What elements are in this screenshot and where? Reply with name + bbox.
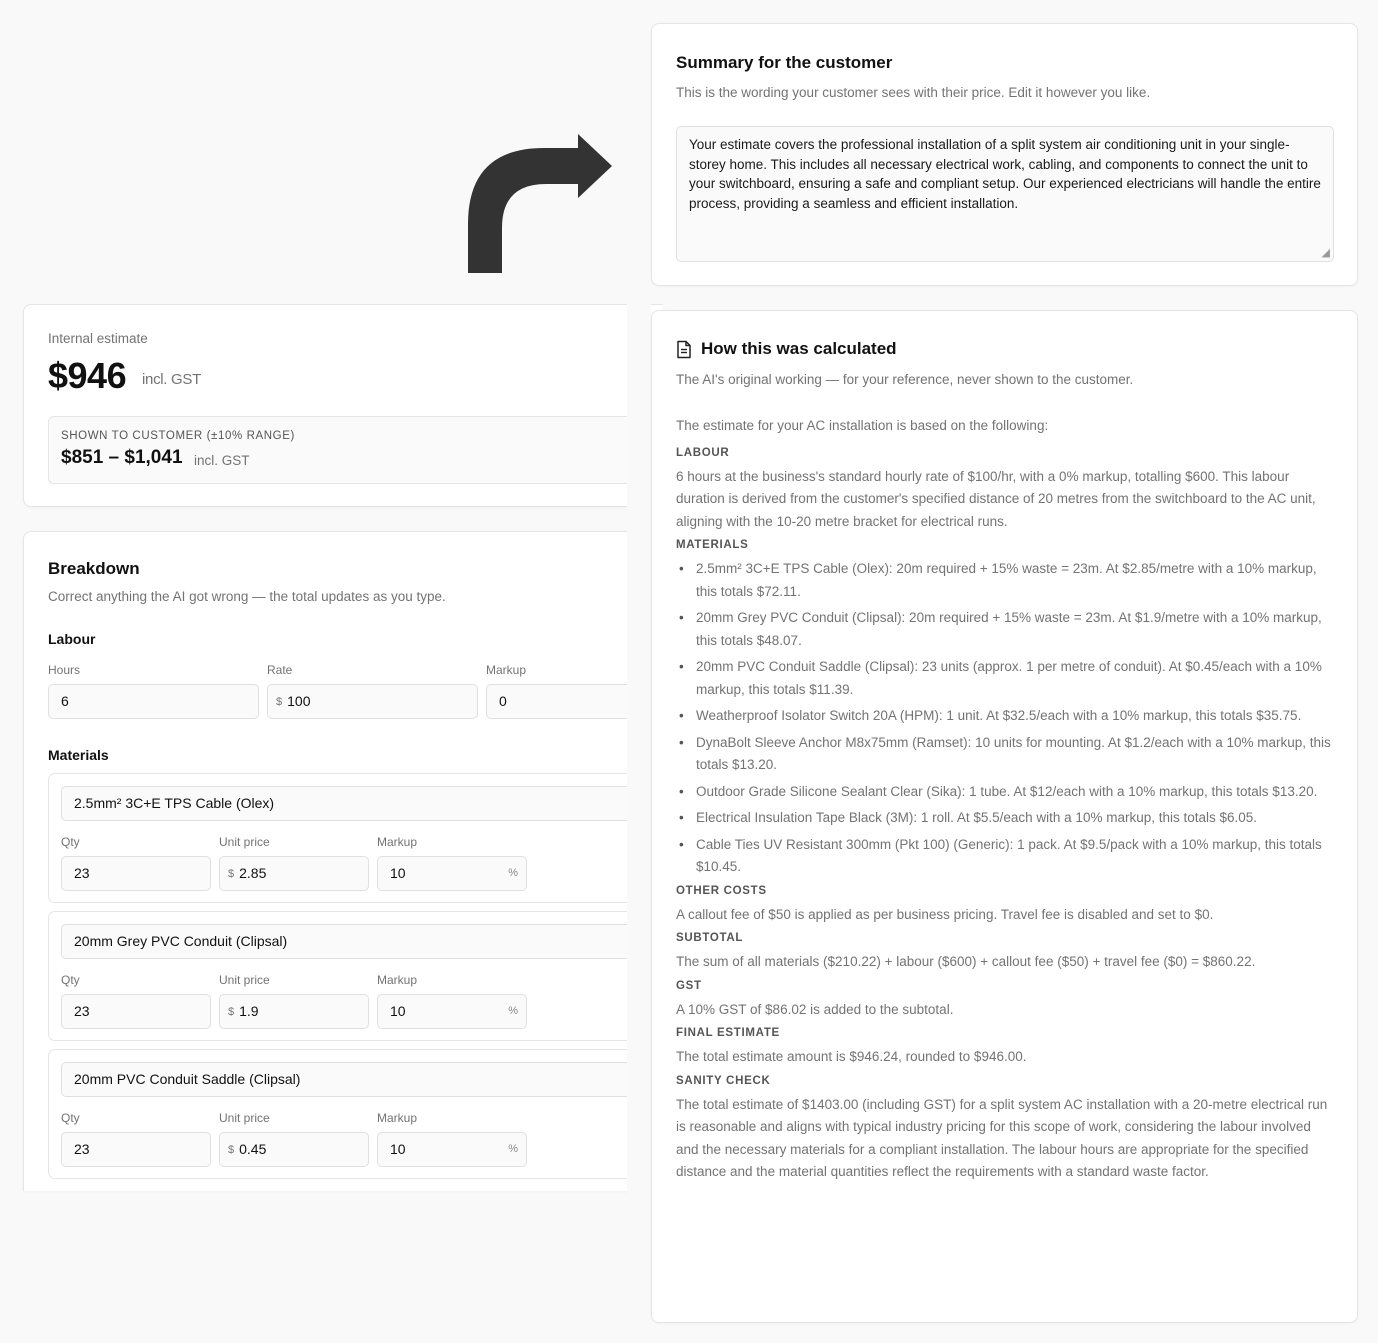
list-item: • DynaBolt Sleeve Anchor M8x75mm (Ramset): 10 units for mounting. At $1.2/each with a 10% markup, this totals $13.20. [676, 732, 1336, 777]
gst-text: A 10% GST of $86.02 is added to the subtotal. [676, 1001, 954, 1017]
material-name: 20mm Grey PVC Conduit (Clipsal) [74, 933, 288, 949]
labour-section-heading: LABOUR [676, 446, 730, 459]
unit-price-value: 0.45 [239, 1141, 267, 1157]
list-item: • Weatherproof Isolator Switch 20A (HPM): 1 unit. At $32.5/each with a 10% markup, this totals $35.75. [676, 705, 1336, 728]
unit-price-input[interactable] [219, 994, 369, 1029]
unit-price-input[interactable] [219, 856, 369, 891]
materials-section-heading: MATERIALS [676, 539, 749, 551]
list-item: • Cable Ties UV Resistant 300mm (Pkt 100) (Generic): 1 pack. At $9.5/pack with a 10% markup, this totals $10.45. [676, 834, 1336, 879]
estimate-label: Internal estimate [48, 331, 148, 346]
material-name: 2.5mm² 3C+E TPS Cable (Olex) [74, 795, 275, 811]
summary-textarea[interactable] [676, 126, 1334, 262]
currency-symbol: $ [228, 868, 235, 880]
material-item [48, 1049, 668, 1179]
range-gst-label: incl. GST [194, 453, 250, 468]
material-name-input[interactable] [61, 786, 681, 821]
other-costs-text: A callout fee of $50 is applied as per business pricing. Travel fee is disabled and set to $0. [676, 906, 1214, 922]
list-item: • Electrical Insulation Tape Black (3M): 1 roll. At $5.5/each with a 10% markup, this totals $6.05. [676, 807, 1336, 830]
summary-title: Summary for the customer [676, 53, 893, 72]
markup-label: Markup [377, 835, 418, 849]
internal-estimate-card [23, 304, 663, 507]
qty-label: Qty [61, 835, 80, 849]
list-item: • 2.5mm² 3C+E TPS Cable (Olex): 20m required + 15% waste = 23m. At $2.85/metre with a 10% markup, this totals $72.11. [676, 558, 1336, 603]
curved-arrow-icon [466, 132, 614, 275]
qty-input[interactable] [61, 856, 211, 891]
qty-input[interactable] [61, 994, 211, 1029]
unit-price-input[interactable] [219, 1132, 369, 1167]
calculation-title: How this was calculated [701, 339, 897, 358]
calculation-header [676, 339, 897, 359]
currency-symbol: $ [228, 1006, 235, 1018]
list-item: • 20mm Grey PVC Conduit (Clipsal): 20m required + 15% waste = 23m. At $1.9/metre with a 10% markup, this totals $48.07. [676, 607, 1336, 652]
markup-input[interactable] [377, 1132, 527, 1167]
currency-symbol: $ [276, 696, 283, 708]
summary-text: Your estimate covers the professional installation of a split system air conditioning unit in your single-storey home. This includes all necessary electrical work, cabling, and components to connect the unit to your switchboard, ensuring a safe and compliant setup. Our experienced electricians will handle the entire process, providing a seamless and efficient installation. [689, 137, 1321, 212]
qty-input[interactable] [61, 1132, 211, 1167]
material-name: 20mm PVC Conduit Saddle (Clipsal) [74, 1071, 301, 1087]
markup-label: Markup [377, 973, 418, 987]
qty-label: Qty [61, 973, 80, 987]
list-item: • Outdoor Grade Silicone Sealant Clear (Sika): 1 tube. At $12/each with a 10% markup, this totals $13.20. [676, 781, 1336, 804]
sanity-check-heading: SANITY CHECK [676, 1074, 771, 1087]
qty-value: 23 [74, 1003, 90, 1019]
subtotal-heading: SUBTOTAL [676, 932, 744, 944]
material-item [48, 773, 668, 903]
list-item: • 20mm PVC Conduit Saddle (Clipsal): 23 units (approx. 1 per metre of conduit). At $0.45/each with a 10% markup, this totals $11.39. [676, 656, 1336, 701]
calculation-intro: The estimate for your AC installation is based on the following: [676, 418, 1049, 433]
rate-value: 100 [287, 693, 311, 709]
range-value: $851 – $1,041 [61, 447, 183, 468]
material-name-input[interactable] [61, 924, 681, 959]
markup-input[interactable] [377, 994, 527, 1029]
hours-label: Hours [48, 663, 81, 677]
markup-value: 10 [390, 865, 406, 881]
unit-price-value: 1.9 [239, 1003, 259, 1019]
final-estimate-text: The total estimate amount is $946.24, rounded to $946.00. [676, 1049, 1027, 1064]
qty-value: 23 [74, 865, 90, 881]
currency-symbol: $ [228, 1144, 235, 1156]
material-name-input[interactable] [61, 1062, 681, 1097]
markup-value: 10 [390, 1003, 406, 1019]
qty-value: 23 [74, 1141, 90, 1157]
breakdown-title: Breakdown [48, 559, 140, 578]
breakdown-subtitle: Correct anything the AI got wrong — the total updates as you type. [48, 589, 446, 604]
percent-symbol: % [508, 1005, 518, 1017]
summary-card [651, 23, 1358, 286]
resize-handle-icon[interactable]: ◢ [1321, 247, 1330, 259]
estimate-price: $946 [48, 355, 127, 396]
materials-heading: Materials [48, 747, 109, 763]
unit-price-label: Unit price [219, 1111, 270, 1125]
document-icon [676, 340, 692, 359]
qty-label: Qty [61, 1111, 80, 1125]
percent-symbol: % [508, 867, 518, 879]
unit-price-value: 2.85 [239, 865, 267, 881]
final-estimate-heading: FINAL ESTIMATE [676, 1027, 780, 1039]
markup-label: Markup [486, 663, 527, 677]
markup-input[interactable] [377, 856, 527, 891]
rate-input[interactable] [267, 684, 478, 719]
calculation-card [651, 310, 1358, 1323]
material-item [48, 911, 668, 1041]
labour-text: 6 hours at the business's standard hourly rate of $100/hr, with a 0% markup, totalling $600. This labour duration is derived from the customer's specified distance of 20 metres from the switchboard to the AC unit, aligning with the 10-20 metre bracket for electrical runs. [676, 468, 1316, 529]
markup-value: 10 [390, 1141, 406, 1157]
breakdown-card [23, 531, 663, 1191]
hours-value: 6 [61, 693, 69, 709]
gst-heading: GST [676, 979, 702, 992]
unit-price-label: Unit price [219, 835, 270, 849]
range-caption: SHOWN TO CUSTOMER (±10% RANGE) [61, 430, 295, 442]
calculation-subtitle: The AI's original working — for your reference, never shown to the customer. [676, 372, 1134, 387]
calculation-body [676, 415, 1336, 1188]
other-costs-heading: OTHER COSTS [676, 884, 767, 897]
materials-list [676, 558, 1336, 879]
sanity-check-text: The total estimate of $1403.00 (including GST) for a split system AC installation with a 20-metre electrical run is reasonable and aligns with typical industry pricing for this scope of work, considering the labour involved and the necessary materials for a compliant installation. The labour hours are appropriate for the specified distance and the material quantities reflect the requirements with a standard waste factor. [676, 1096, 1328, 1179]
rate-label: Rate [267, 663, 293, 677]
hours-input[interactable] [48, 684, 259, 719]
customer-range-box [48, 416, 668, 484]
subtotal-text: The sum of all materials ($210.22) + labour ($600) + callout fee ($50) + travel fee ($0) = $860.22. [676, 954, 1256, 969]
percent-symbol: % [508, 1143, 518, 1155]
crop-gap [627, 300, 651, 1200]
summary-subtitle: This is the wording your customer sees with their price. Edit it however you like. [676, 85, 1151, 100]
markup-label: Markup [377, 1111, 418, 1125]
labour-heading: Labour [48, 631, 96, 647]
labour-markup-value: 0 [499, 693, 507, 709]
unit-price-label: Unit price [219, 973, 270, 987]
estimate-gst-label: incl. GST [142, 371, 201, 388]
